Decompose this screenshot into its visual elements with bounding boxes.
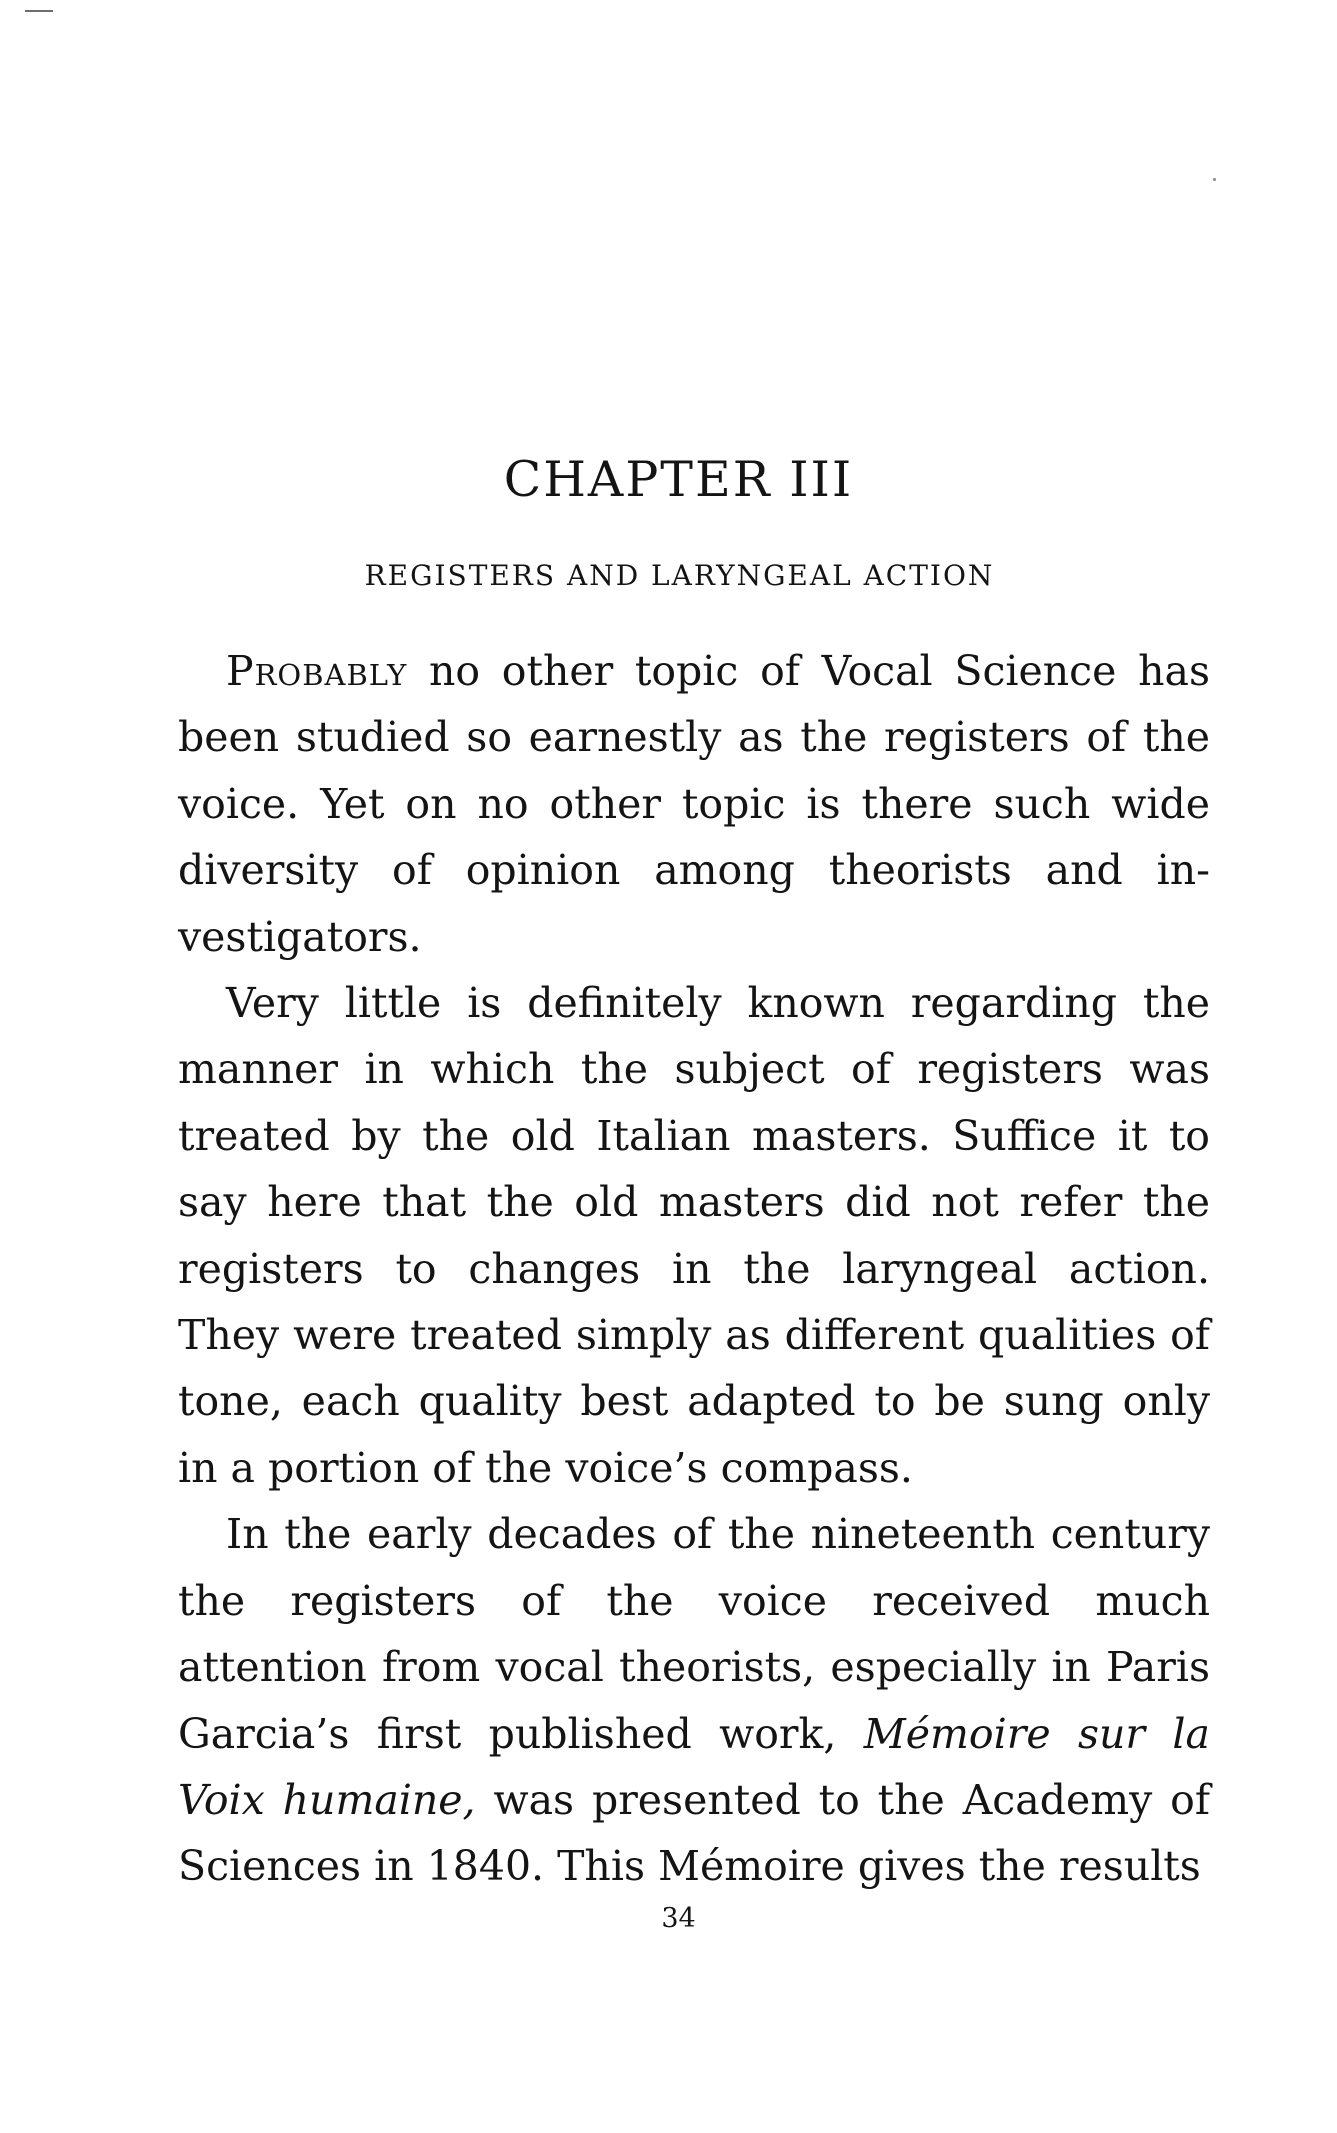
memoire-title-italic: Mémoire sur la Voix humaine, (178, 1709, 1210, 1824)
body-text (178, 638, 1210, 1900)
paragraph-2: Very little is definitely known regarding the manner in which the subject of registers was treated by the old Italian masters. Suffice it to say here that the old masters did not refer the registers to changes in the laryngeal action. They were treated simply as different qualities of tone, each quality best adapted to be sung only in a portion of the voice’s compass. (178, 979, 1210, 1492)
paragraph-1 (178, 638, 1210, 970)
paragraph-3 (178, 1501, 1210, 1899)
chapter-title: CHAPTER III (503, 451, 854, 508)
paper-speck (1213, 178, 1216, 181)
paragraph-3-text-before: In the early decades of the nineteenth century the registers of the voice received much attention from vocal theorists, especially in Paris Garcia’s first published work, (178, 1510, 1210, 1758)
section-title: REGISTERS AND LARYNGEAL ACTION (364, 559, 995, 592)
scan-edge-mark (25, 10, 53, 12)
paragraph-3-text-after: was presented to the Academy of Sciences in 1840. This Mémoire gives the results (178, 1775, 1211, 1891)
paragraph-1-text: no other topic of Vocal Science has been studied so earnestly as the registers of the voice. Yet on no other topic is there such wide diversity of opinion among theorists and investigators. (178, 647, 1210, 961)
paragraph-lead-word: Probably (226, 647, 408, 695)
page-number: 34 (661, 1903, 696, 1934)
